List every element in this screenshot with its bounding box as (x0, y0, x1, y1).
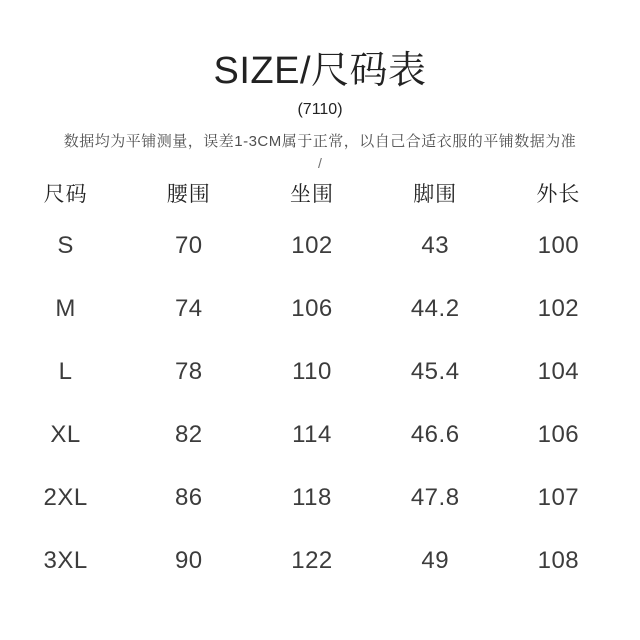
measurement-value-cell: 122 (291, 546, 333, 574)
header-cell: 坐围 (289, 183, 334, 206)
measurement-value-cell: 70 (174, 231, 203, 259)
size-label-cell: 2XL (43, 483, 88, 511)
measurement-value-cell: 43 (421, 231, 450, 259)
measurement-value-cell: 110 (292, 357, 332, 385)
measurement-value-cell: 49 (421, 546, 450, 574)
measurement-note: 数据均为平铺测量，误差1-3CM属于正常，以自己合适衣服的平铺数据为准 (63, 133, 577, 150)
measurement-value-cell: 102 (537, 294, 580, 322)
measurement-value-cell: 78 (174, 357, 203, 385)
size-label-cell: S (57, 231, 74, 259)
measurement-value-cell: 82 (174, 420, 203, 448)
table-row (0, 277, 640, 340)
size-label-cell: M (55, 294, 76, 322)
page-title: SIZE/尺码表 (213, 50, 427, 92)
measurement-value-cell: 104 (537, 357, 580, 385)
measurement-value-cell: 107 (537, 483, 580, 511)
table-row (0, 529, 640, 592)
size-label-cell: 3XL (43, 546, 88, 574)
header-cell: 尺码 (43, 183, 88, 206)
measurement-value-cell: 74 (174, 294, 203, 322)
measurement-value-cell: 47.8 (410, 483, 460, 511)
size-label-cell: L (58, 357, 73, 385)
divider-slash: / (318, 155, 322, 171)
measurement-value-cell: 118 (292, 483, 332, 511)
header-cell: 腰围 (166, 183, 211, 206)
measurement-value-cell: 90 (174, 546, 203, 574)
measurement-value-cell: 46.6 (410, 420, 460, 448)
measurement-value-cell: 106 (291, 294, 333, 322)
size-label-cell: XL (50, 420, 81, 448)
header-cell: 外长 (536, 183, 581, 206)
measurement-value-cell: 86 (174, 483, 203, 511)
measurement-value-cell: 102 (291, 231, 333, 259)
measurement-value-cell: 114 (292, 420, 332, 448)
model-number: (7110) (297, 101, 343, 118)
measurement-value-cell: 106 (537, 420, 580, 448)
table-row (0, 340, 640, 403)
measurement-value-cell: 100 (537, 231, 580, 259)
table-row (0, 466, 640, 529)
table-row (0, 214, 640, 277)
table-row (0, 403, 640, 466)
measurement-value-cell: 44.2 (410, 294, 460, 322)
table-body (0, 214, 640, 592)
measurement-value-cell: 45.4 (410, 357, 460, 385)
table-header-row (0, 172, 640, 214)
header-cell: 脚围 (413, 183, 458, 206)
measurement-value-cell: 108 (537, 546, 580, 574)
size-table (0, 172, 640, 592)
